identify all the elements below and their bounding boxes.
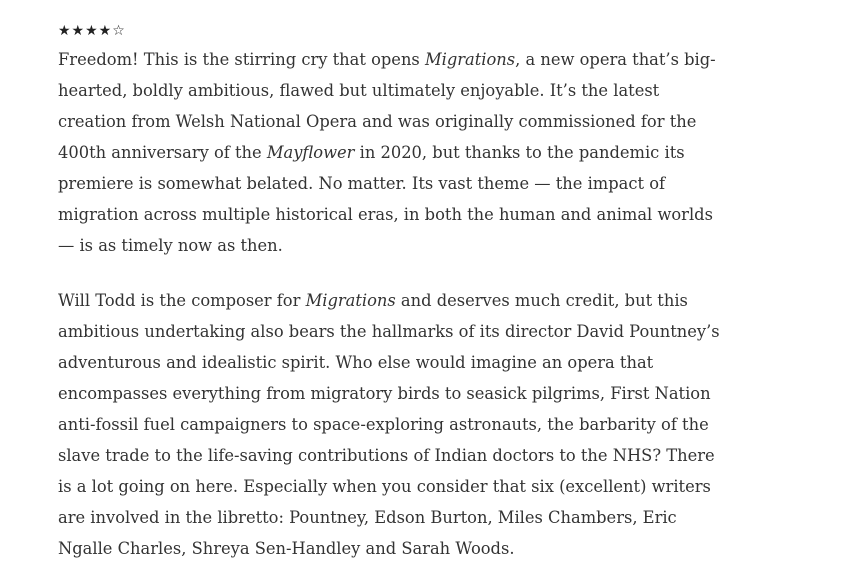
- paragraph-line: [58, 199, 758, 230]
- italic-title: Migrations: [305, 291, 396, 310]
- text-segment: are involved in the libretto: Pountney, Edson Burton, Miles Chambers, Eric: [58, 508, 677, 527]
- text-segment: — is as timely now as then.: [58, 236, 283, 255]
- text-segment: hearted, boldly ambitious, flawed but ultimately enjoyable. It’s the latest: [58, 81, 660, 100]
- paragraph-line: [58, 409, 758, 440]
- article-paragraph: [58, 285, 758, 564]
- text-segment: and deserves much credit, but this: [395, 291, 688, 310]
- text-segment: premiere is somewhat belated. No matter. Its vast theme — the impact of: [58, 174, 666, 193]
- paragraph-line: [58, 168, 758, 199]
- text-segment: Will Todd is the composer for: [58, 291, 306, 310]
- text-segment: slave trade to the life-saving contributions of Indian doctors to the NHS? There: [58, 446, 715, 465]
- text-segment: encompasses everything from migratory birds to seasick pilgrims, First Nation: [58, 384, 711, 403]
- text-segment: anti-fossil fuel campaigners to space-exploring astronauts, the barbarity of the: [58, 415, 709, 434]
- text-segment: , a new opera that’s big-: [515, 50, 716, 69]
- text-segment: ambitious undertaking also bears the hallmarks of its director David Pountney’s: [58, 322, 720, 341]
- review-body: [58, 44, 758, 564]
- text-segment: Ngalle Charles, Shreya Sen-Handley and Sarah Woods.: [58, 539, 515, 558]
- text-segment: 400th anniversary of the: [58, 143, 267, 162]
- paragraph-line: [58, 502, 758, 533]
- italic-title: Migrations: [424, 50, 516, 69]
- paragraph-line: [58, 75, 758, 106]
- star-rating: ★★★★☆: [58, 23, 126, 39]
- paragraph-line: [58, 44, 758, 75]
- text-segment: in 2020, but thanks to the pandemic its: [354, 143, 685, 162]
- paragraph-line: [58, 285, 758, 316]
- italic-title: Mayflower: [266, 143, 355, 162]
- article-paragraph: [58, 44, 758, 261]
- paragraph-line: [58, 106, 758, 137]
- paragraph-line: [58, 230, 758, 261]
- paragraph-line: [58, 347, 758, 378]
- paragraph-line: [58, 316, 758, 347]
- review-article: [58, 18, 758, 564]
- paragraph-line: [58, 440, 758, 471]
- paragraph-line: [58, 137, 758, 168]
- paragraph-line: [58, 533, 758, 564]
- text-segment: adventurous and idealistic spirit. Who else would imagine an opera that: [58, 353, 654, 372]
- text-segment: is a lot going on here. Especially when you consider that six (excellent) writers: [58, 477, 711, 496]
- paragraph-line: [58, 471, 758, 502]
- text-segment: Freedom! This is the stirring cry that opens: [58, 50, 425, 69]
- paragraph-line: [58, 378, 758, 409]
- text-segment: migration across multiple historical eras, in both the human and animal worlds: [58, 205, 713, 224]
- text-segment: creation from Welsh National Opera and was originally commissioned for the: [58, 112, 697, 131]
